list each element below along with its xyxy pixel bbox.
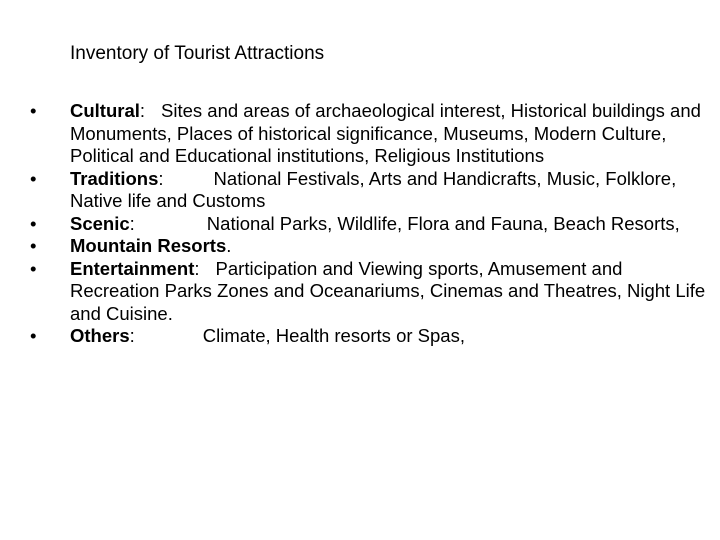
list-item-cultural: [30, 100, 710, 168]
item-text: National Parks, Wildlife, Flora and Fauna, Beach Resorts,: [206, 212, 680, 234]
list-item-others: [30, 325, 710, 348]
list-item-entertainment: [30, 258, 710, 326]
item-text: National Festivals, Arts and Handicrafts, Music, Folklore, Native life and Customs: [70, 167, 677, 211]
bullet-icon: •: [30, 100, 37, 121]
bullet-icon: •: [30, 235, 37, 256]
item-term: Scenic: [70, 212, 130, 234]
item-separator: :: [194, 257, 200, 279]
item-text: Sites and areas of archaeological interest, Historical buildings and Monuments, Places of historical significance, Museums, Modern Culture, Political and Educational institutions, Religious Institutions: [70, 100, 701, 166]
item-separator: :: [129, 212, 135, 234]
list-item-traditions: [30, 168, 710, 213]
item-term: Mountain Resorts: [70, 235, 227, 256]
page-title: Inventory of Tourist Attractions: [70, 43, 325, 64]
bullet-icon: •: [30, 167, 37, 189]
bullet-icon: •: [30, 257, 37, 279]
item-term: Cultural: [70, 100, 140, 121]
item-text: Participation and Viewing sports, Amusement and Recreation Parks Zones and Oceanariums, Cinemas and Theatres, Night Life and Cuisine.: [70, 257, 706, 324]
list-item-mountain-resorts: [30, 235, 710, 258]
item-separator: :: [129, 325, 135, 346]
item-separator: :: [139, 100, 146, 121]
item-text: Climate, Health resorts or Spas,: [202, 325, 465, 346]
item-term: Traditions: [70, 167, 159, 189]
list-item-scenic: [30, 213, 710, 236]
bullet-icon: •: [30, 212, 37, 234]
item-term: Entertainment: [70, 257, 195, 279]
bullet-icon: •: [30, 325, 37, 346]
item-separator: .: [226, 235, 232, 256]
item-separator: :: [158, 167, 164, 189]
item-term: Others: [70, 325, 130, 346]
bullet-list: [30, 100, 710, 348]
